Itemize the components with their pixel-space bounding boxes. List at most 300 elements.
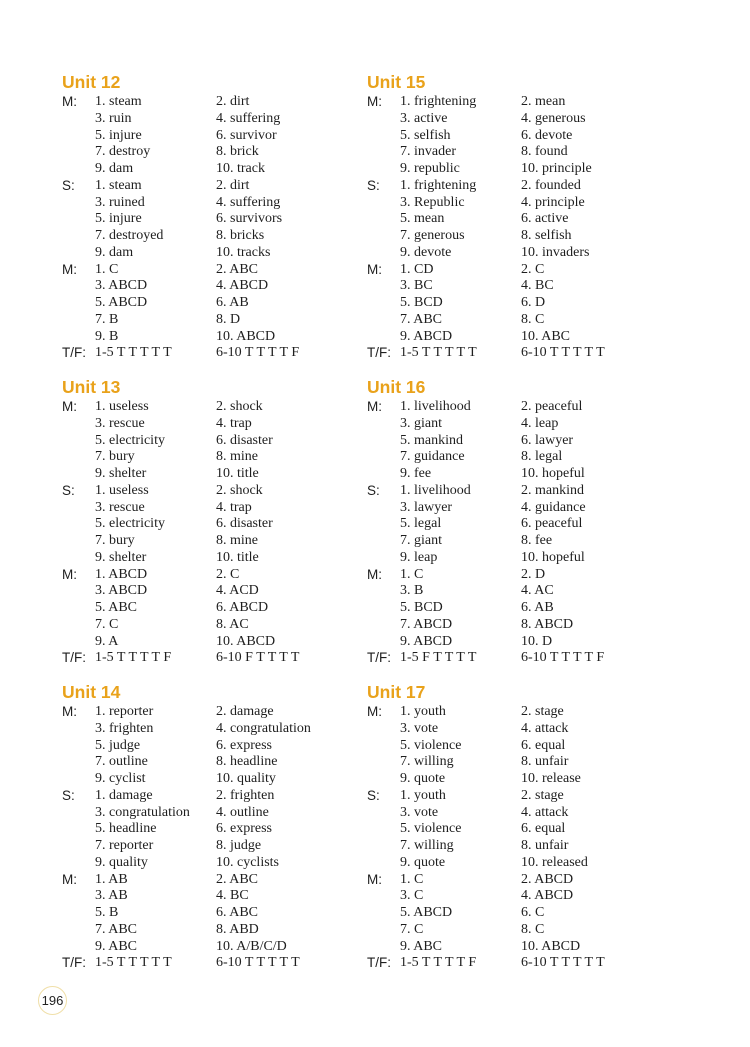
answer-row (367, 433, 697, 450)
answer-row (62, 433, 392, 450)
answer-left: 7. destroyed (95, 228, 164, 243)
answer-left: 1. C (400, 871, 424, 887)
answer-right: 10. title (216, 549, 259, 565)
answer-row (62, 345, 392, 362)
answer-row (62, 600, 392, 617)
answer-left: 7. B (95, 311, 119, 327)
answer-row (367, 955, 697, 972)
answer-row (62, 805, 392, 822)
answer-row (62, 888, 392, 905)
answer-right: 6. AB (521, 600, 554, 615)
answer-left: 1. damage (95, 787, 153, 803)
answer-left: 3. lawyer (400, 499, 453, 515)
answer-right: 10. A/B/C/D (216, 938, 287, 954)
left-column (62, 72, 392, 987)
answer-row (62, 262, 392, 279)
answer-right: 8. brick (216, 144, 259, 160)
answer-row (367, 262, 697, 279)
answer-left: 9. ABC (400, 938, 443, 954)
answer-left: 5. electricity (95, 516, 165, 532)
answer-left: 7. guidance (400, 449, 465, 465)
answer-left: 1. C (95, 261, 119, 277)
unit-title: Unit 12 (62, 72, 121, 92)
answer-left: 3. C (400, 888, 424, 904)
answer-left: 5. injure (95, 127, 142, 143)
answer-row (367, 805, 697, 822)
answer-right: 2. mean (521, 94, 566, 109)
answer-right: 2. shock (216, 399, 263, 414)
answer-row (367, 788, 697, 805)
answer-right: 2. stage (521, 704, 564, 719)
answer-right: 6. C (521, 905, 545, 920)
answer-left: 3. BC (400, 278, 433, 294)
answer-right: 4. attack (521, 804, 569, 820)
section-label: M: (62, 566, 77, 582)
answer-left: 3. vote (400, 720, 439, 736)
answer-row (62, 399, 392, 416)
answer-left: 5. headline (95, 821, 157, 837)
answer-left: 9. devote (400, 244, 452, 260)
answer-left: 1-5 T T T T T (95, 955, 172, 971)
answer-row (62, 617, 392, 634)
answer-row (367, 905, 697, 922)
answer-left: 7. ABCD (400, 616, 453, 632)
answer-left: 5. judge (95, 737, 141, 753)
section-label: T/F: (367, 955, 391, 971)
answer-left: 7. outline (95, 754, 148, 770)
answer-left: 7. generous (400, 228, 465, 243)
answer-row (367, 500, 697, 517)
answer-row (367, 888, 697, 905)
answer-left: 9. dam (95, 244, 134, 260)
section-label: M: (367, 94, 382, 109)
answer-row (62, 533, 392, 550)
answer-left: 1. reporter (95, 704, 154, 719)
section-label: T/F: (62, 650, 86, 666)
answer-left: 1-5 T T T T F (95, 650, 172, 666)
answer-right: 6. equal (521, 821, 566, 837)
answer-left: 9. quote (400, 771, 446, 786)
answer-left: 1-5 T T T T F (400, 955, 477, 971)
answer-right: 6. active (521, 211, 569, 227)
answer-right: 4. BC (216, 888, 249, 904)
answer-right: 10. ABC (521, 328, 571, 344)
answer-right: 4. trap (216, 499, 252, 515)
answer-row (367, 821, 697, 838)
answer-right: 2. D (521, 566, 546, 582)
answer-row (62, 650, 392, 667)
answer-left: 5. ABC (95, 600, 138, 615)
answer-right: 10. track (216, 161, 265, 176)
answer-row (367, 161, 697, 178)
answer-left: 1. C (400, 566, 424, 582)
answer-row (62, 245, 392, 262)
answer-left: 3. B (400, 583, 424, 599)
answer-right: 2. dirt (216, 94, 250, 109)
answer-left: 3. ruin (95, 110, 132, 126)
answer-left: 5. electricity (95, 432, 165, 448)
answer-right: 8. C (521, 311, 545, 327)
answer-row (367, 754, 697, 771)
answer-row (62, 449, 392, 466)
answer-row (62, 550, 392, 567)
section-label: T/F: (367, 650, 391, 666)
answer-left: 1. steam (95, 94, 142, 109)
section-label: M: (62, 704, 77, 719)
answer-right: 6. express (216, 737, 272, 753)
answer-right: 6. D (521, 295, 546, 310)
answer-left: 5. violence (400, 737, 462, 753)
answer-row (62, 295, 392, 312)
answer-row (62, 821, 392, 838)
answer-right: 4. ABCD (216, 278, 269, 294)
answer-row (367, 483, 697, 500)
answer-right: 8. found (521, 144, 568, 160)
answer-right: 8. C (521, 921, 545, 937)
answer-row (62, 905, 392, 922)
answer-right: 2. mankind (521, 482, 584, 498)
answer-row (62, 128, 392, 145)
answer-right: 6. lawyer (521, 432, 574, 448)
answer-right: 6. survivors (216, 211, 283, 227)
answer-left: 5. BCD (400, 600, 443, 615)
answer-row (62, 771, 392, 788)
answer-left: 5. mankind (400, 432, 463, 448)
answer-left: 3. rescue (95, 415, 145, 431)
answer-row (62, 721, 392, 738)
answer-left: 7. invader (400, 144, 456, 160)
answer-row (62, 922, 392, 939)
answer-right: 2. C (521, 261, 545, 277)
answer-left: 3. rescue (95, 499, 145, 515)
unit-section (367, 72, 697, 377)
answer-left: 5. BCD (400, 295, 443, 310)
section-label: T/F: (62, 955, 86, 971)
answer-right: 6. survivor (216, 127, 277, 143)
answer-row (367, 771, 697, 788)
answer-left: 7. bury (95, 533, 135, 548)
answer-row (367, 704, 697, 721)
answer-left: 5. ABCD (95, 295, 148, 310)
section-label: T/F: (367, 345, 391, 361)
answer-row (367, 583, 697, 600)
answer-row (367, 144, 697, 161)
answer-row (367, 128, 697, 145)
section-label: S: (62, 482, 75, 498)
answer-right: 8. headline (216, 754, 278, 770)
section-label: M: (367, 871, 382, 887)
answer-left: 9. republic (400, 161, 460, 176)
answer-row (62, 416, 392, 433)
answer-row (367, 650, 697, 667)
answer-left: 9. cyclist (95, 771, 146, 786)
answer-left: 9. A (95, 633, 119, 649)
answer-right: 6-10 T T T T T (521, 955, 605, 971)
answer-right: 8. unfair (521, 754, 569, 770)
answer-right: 8. AC (216, 616, 249, 632)
answer-left: 1. livelihood (400, 399, 471, 414)
answer-row (62, 838, 392, 855)
answer-right: 6-10 T T T T F (521, 650, 605, 666)
answer-right: 2. frighten (216, 787, 275, 803)
right-column (367, 72, 697, 987)
answer-right: 6. ABCD (216, 600, 269, 615)
answer-row (62, 567, 392, 584)
answer-right: 8. ABCD (521, 616, 574, 632)
unit-section (367, 377, 697, 682)
answer-right: 10. hopeful (521, 466, 585, 481)
answer-row (367, 838, 697, 855)
answer-right: 6. AB (216, 295, 249, 310)
answer-right: 6-10 F T T T T (216, 650, 300, 666)
answer-row (367, 278, 697, 295)
answer-right: 4. ACD (216, 583, 259, 599)
answer-row (367, 922, 697, 939)
answer-right: 6. peaceful (521, 516, 583, 532)
answer-row (62, 144, 392, 161)
unit-title: Unit 13 (62, 377, 121, 397)
answer-right: 2. damage (216, 704, 274, 719)
answer-right: 4. generous (521, 110, 586, 126)
answer-right: 8. judge (216, 838, 262, 853)
section-label: M: (62, 399, 77, 414)
answer-right: 6. express (216, 821, 272, 837)
answer-left: 9. fee (400, 466, 432, 481)
answer-row (62, 754, 392, 771)
answer-row (367, 516, 697, 533)
section-label: M: (367, 399, 382, 414)
answer-row (367, 855, 697, 872)
answer-right: 4. BC (521, 278, 554, 294)
answer-left: 1. frightening (400, 177, 477, 193)
answer-left: 5. selfish (400, 127, 451, 143)
unit-section (62, 72, 392, 377)
answer-right: 10. title (216, 466, 259, 481)
answer-left: 3. Republic (400, 194, 465, 210)
answer-right: 6-10 T T T T F (216, 345, 300, 361)
answer-left: 5. injure (95, 211, 142, 227)
answer-right: 2. founded (521, 177, 581, 193)
answer-row (367, 211, 697, 228)
answer-right: 8. mine (216, 533, 258, 548)
answer-row (62, 278, 392, 295)
section-label: M: (367, 704, 382, 719)
answer-left: 1. useless (95, 482, 149, 498)
answer-left: 3. vote (400, 804, 439, 820)
answer-right: 4. congratulation (216, 720, 311, 736)
answer-left: 9. B (95, 328, 119, 344)
answer-left: 9. shelter (95, 466, 147, 481)
answer-row (367, 449, 697, 466)
answer-right: 6. disaster (216, 516, 273, 532)
answer-row (62, 855, 392, 872)
section-label: M: (62, 871, 77, 887)
answer-row (62, 872, 392, 889)
answer-left: 5. ABCD (400, 905, 453, 920)
answer-right: 2. ABCD (521, 871, 574, 887)
answer-row (367, 634, 697, 651)
section-label: S: (367, 482, 380, 498)
answer-left: 7. destroy (95, 144, 151, 160)
answer-right: 8. D (216, 311, 241, 327)
answer-right: 4. ABCD (521, 888, 574, 904)
answer-row (367, 245, 697, 262)
answer-row (62, 634, 392, 651)
answer-right: 10. release (521, 771, 581, 786)
answer-left: 1. livelihood (400, 482, 471, 498)
answer-right: 2. C (216, 566, 240, 582)
answer-right: 8. selfish (521, 228, 572, 243)
section-label: S: (367, 787, 380, 803)
answer-right: 8. unfair (521, 838, 569, 853)
answer-left: 3. AB (95, 888, 128, 904)
answer-row (367, 617, 697, 634)
section-label: M: (62, 94, 77, 109)
answer-right: 6. ABC (216, 905, 259, 920)
answer-right: 10. invaders (521, 244, 590, 260)
answer-row (62, 94, 392, 111)
answer-left: 3. ruined (95, 194, 145, 210)
answer-left: 1. frightening (400, 94, 477, 109)
answer-row (367, 312, 697, 329)
answer-left: 9. quote (400, 854, 446, 870)
answer-left: 1. youth (400, 704, 446, 719)
answer-right: 8. ABD (216, 921, 259, 937)
answer-left: 7. reporter (95, 838, 154, 853)
answer-left: 1. AB (95, 871, 128, 887)
answer-row (367, 567, 697, 584)
answer-left: 7. giant (400, 533, 442, 548)
answer-right: 4. attack (521, 720, 569, 736)
answer-left: 9. shelter (95, 549, 147, 565)
answer-right: 10. released (521, 854, 588, 870)
answer-row (367, 466, 697, 483)
answer-right: 2. ABC (216, 871, 259, 887)
answer-left: 7. C (95, 616, 119, 632)
answer-right: 10. quality (216, 771, 276, 786)
unit-section (367, 682, 697, 987)
answer-row (367, 399, 697, 416)
answer-row (62, 329, 392, 346)
answer-left: 1. useless (95, 399, 149, 414)
answer-left: 7. ABC (400, 311, 443, 327)
answer-row (62, 788, 392, 805)
answer-left: 5. legal (400, 516, 442, 532)
answer-row (62, 466, 392, 483)
answer-row (62, 161, 392, 178)
unit-title: Unit 15 (367, 72, 426, 92)
answer-left: 1-5 F T T T T (400, 650, 477, 666)
answer-left: 5. mean (400, 211, 445, 227)
answer-right: 8. bricks (216, 228, 265, 243)
answer-row (62, 312, 392, 329)
answer-row (367, 872, 697, 889)
answer-right: 10. D (521, 633, 553, 649)
answer-row (62, 738, 392, 755)
answer-right: 6. equal (521, 737, 566, 753)
answer-row (367, 721, 697, 738)
answer-left: 7. ABC (95, 921, 138, 937)
answer-left: 7. willing (400, 838, 454, 853)
answer-left: 3. ABCD (95, 583, 148, 599)
answer-row (367, 738, 697, 755)
answer-right: 4. principle (521, 194, 585, 210)
answer-right: 10. ABCD (216, 633, 276, 649)
answer-left: 7. C (400, 921, 424, 937)
answer-row (62, 516, 392, 533)
answer-row (62, 500, 392, 517)
answer-row (62, 704, 392, 721)
answer-row (367, 345, 697, 362)
answer-row (367, 533, 697, 550)
unit-section (62, 682, 392, 987)
answer-right: 10. tracks (216, 244, 271, 260)
section-label: M: (62, 261, 77, 277)
answer-row (367, 416, 697, 433)
answer-left: 5. violence (400, 821, 462, 837)
answer-right: 6-10 T T T T T (521, 345, 605, 361)
answer-left: 3. giant (400, 415, 442, 431)
answer-row (367, 329, 697, 346)
answer-left: 9. ABCD (400, 633, 453, 649)
answer-right: 8. fee (521, 533, 553, 548)
answer-row (367, 178, 697, 195)
answer-left: 7. willing (400, 754, 454, 770)
answer-right: 4. trap (216, 415, 252, 431)
page-number: 196 (38, 986, 67, 1015)
answer-right: 2. ABC (216, 261, 259, 277)
answer-row (62, 583, 392, 600)
answer-row (367, 111, 697, 128)
answer-right: 10. principle (521, 161, 592, 176)
answer-left: 7. bury (95, 449, 135, 465)
answer-left: 9. quality (95, 854, 148, 870)
answer-left: 1-5 T T T T T (400, 345, 477, 361)
answer-right: 4. leap (521, 415, 559, 431)
answer-right: 2. shock (216, 482, 263, 498)
answer-row (62, 178, 392, 195)
answer-row (367, 94, 697, 111)
unit-title: Unit 17 (367, 682, 426, 702)
answer-row (367, 195, 697, 212)
answer-right: 4. guidance (521, 499, 586, 515)
answer-right: 8. mine (216, 449, 258, 465)
answer-left: 1. youth (400, 787, 446, 803)
answer-right: 10. ABCD (521, 938, 581, 954)
section-label: S: (367, 177, 380, 193)
answer-row (62, 228, 392, 245)
answer-right: 4. AC (521, 583, 554, 599)
answer-left: 1-5 T T T T T (95, 345, 172, 361)
answer-right: 2. dirt (216, 177, 250, 193)
answer-left: 9. ABCD (400, 328, 453, 344)
answer-left: 1. ABCD (95, 566, 148, 582)
answer-row (367, 939, 697, 956)
answer-row (62, 211, 392, 228)
answer-left: 9. ABC (95, 938, 138, 954)
section-label: T/F: (62, 345, 86, 361)
answer-left: 3. frighten (95, 720, 154, 736)
answer-right: 6. disaster (216, 432, 273, 448)
answer-row (367, 550, 697, 567)
answer-left: 1. CD (400, 261, 434, 277)
section-label: S: (62, 787, 75, 803)
unit-section (62, 377, 392, 682)
answer-right: 4. suffering (216, 194, 281, 210)
answer-row (367, 295, 697, 312)
section-label: M: (367, 566, 382, 582)
answer-left: 5. B (95, 905, 119, 920)
